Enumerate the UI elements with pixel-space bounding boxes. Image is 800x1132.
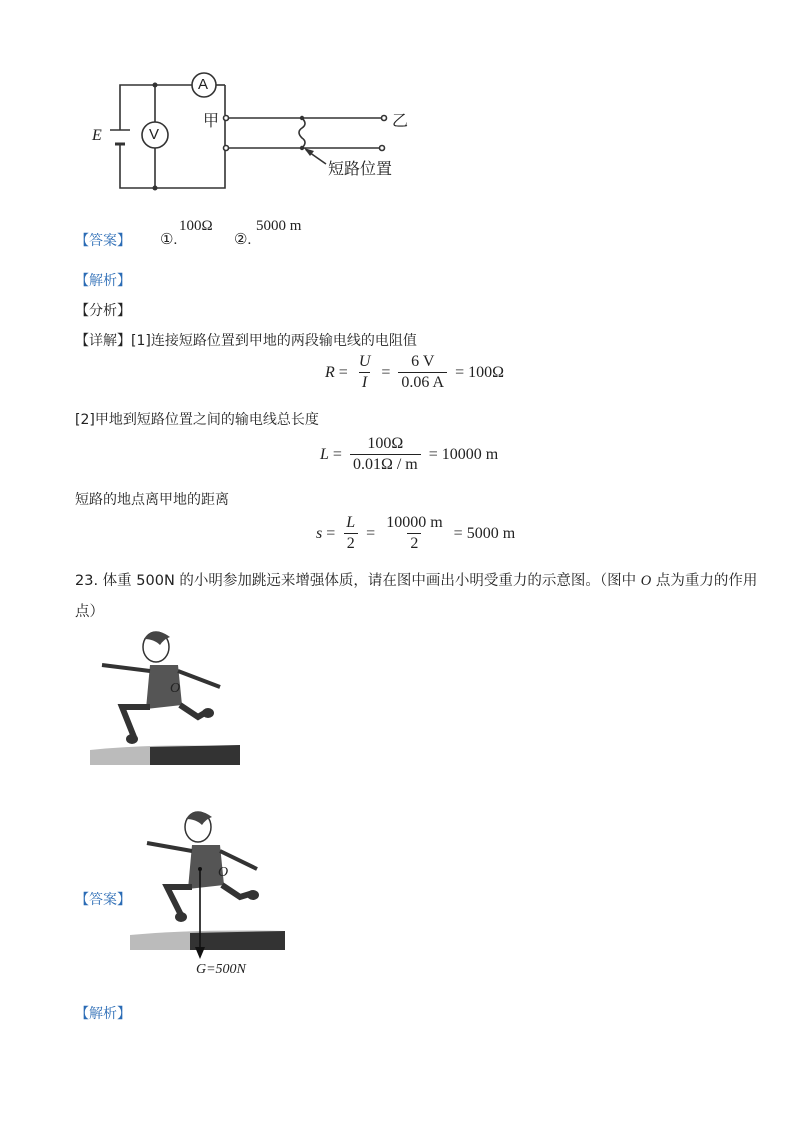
eq2-equals-2: =: [428, 445, 438, 463]
eq2-lhs: L: [320, 445, 329, 463]
gravity-label: G=500N: [196, 962, 246, 977]
eq3-frac-l2: [343, 514, 358, 553]
eq1-frac-ui: [356, 353, 374, 392]
detail-tag: 【详解】: [75, 333, 131, 349]
jumper-figure: [80, 625, 245, 770]
figure-o-label: O: [170, 681, 181, 696]
eq2-den: 0.01Ω / m: [350, 454, 421, 474]
eq2-equals-1: =: [332, 445, 342, 463]
detail-line-2: [2]甲地到短路位置之间的输电线总长度: [75, 412, 319, 428]
eq1-equals-1: =: [338, 363, 348, 381]
eq2-frac: [350, 435, 421, 474]
detail-line-3: 短路的地点离甲地的距离: [75, 492, 229, 508]
eq1-u: U: [358, 353, 371, 370]
circuit-diagram: [80, 60, 420, 200]
end-b-label: 乙: [392, 111, 409, 130]
detail-line-1: [75, 330, 417, 350]
ammeter-label: A: [198, 76, 209, 93]
answer-mark-2: ②.: [234, 232, 252, 248]
eq2-result: 10000 m: [441, 445, 499, 463]
fenxi-heading: 【分析】: [75, 303, 131, 319]
answer-figure: [125, 805, 290, 965]
eq2-num: 100Ω: [367, 435, 404, 452]
eq1-result: 100Ω: [468, 363, 504, 381]
answer-o-label: O: [218, 865, 229, 880]
fault-label: 短路位置: [328, 159, 393, 178]
equation-length: [320, 435, 498, 474]
detail-text-1: [1]连接短路位置到甲地的两段输电线的电阻值: [131, 333, 417, 349]
eq3-num: 10000 m: [386, 514, 443, 531]
eq1-equals-2: =: [381, 363, 391, 381]
end-a-label: 甲: [203, 111, 220, 130]
eq1-equals-3: =: [455, 363, 465, 381]
q23-o: O: [640, 573, 652, 589]
eq1-den: 0.06 A: [398, 372, 447, 392]
q23-line-1: [75, 569, 757, 590]
eq3-result: 5000 m: [466, 524, 516, 542]
jumper-drawing: [90, 631, 240, 765]
eq3-equals-3: =: [453, 524, 463, 542]
eq3-l: L: [346, 514, 356, 531]
eq3-equals-2: =: [366, 524, 376, 542]
eq1-i: I: [359, 372, 370, 392]
analysis-heading-2: 【解析】: [75, 1006, 131, 1022]
q23-text-2: 点为重力的作用: [651, 573, 758, 589]
answer-mark-1: ①.: [160, 232, 178, 248]
analysis-heading: 【解析】: [75, 273, 131, 289]
q23-line-2: 点）: [75, 604, 104, 620]
eq1-lhs: R: [325, 363, 335, 381]
eq3-equals-1: =: [326, 524, 336, 542]
answer-tag: 【答案】: [75, 233, 131, 249]
answer-value-2: 5000 m: [256, 218, 302, 234]
answer-value-1: 100Ω: [179, 218, 213, 234]
voltmeter-label: V: [149, 126, 160, 143]
eq3-frac-values: [383, 514, 445, 553]
equation-ohm: [325, 353, 504, 392]
eq3-lhs: s: [316, 524, 323, 542]
q23-text-1: 23. 体重 500N 的小明参加跳远来增强体质，请在图中画出小明受重力的示意图。（图中: [75, 573, 641, 589]
equation-distance: [316, 514, 515, 553]
eq1-frac-values: [398, 353, 447, 392]
eq3-two: 2: [344, 533, 358, 553]
eq1-num: 6 V: [411, 353, 435, 370]
answer-jumper-drawing: [130, 811, 285, 950]
answer-tag-2: 【答案】: [75, 892, 131, 908]
source-label: E: [92, 127, 102, 144]
eq3-den: 2: [407, 533, 421, 553]
